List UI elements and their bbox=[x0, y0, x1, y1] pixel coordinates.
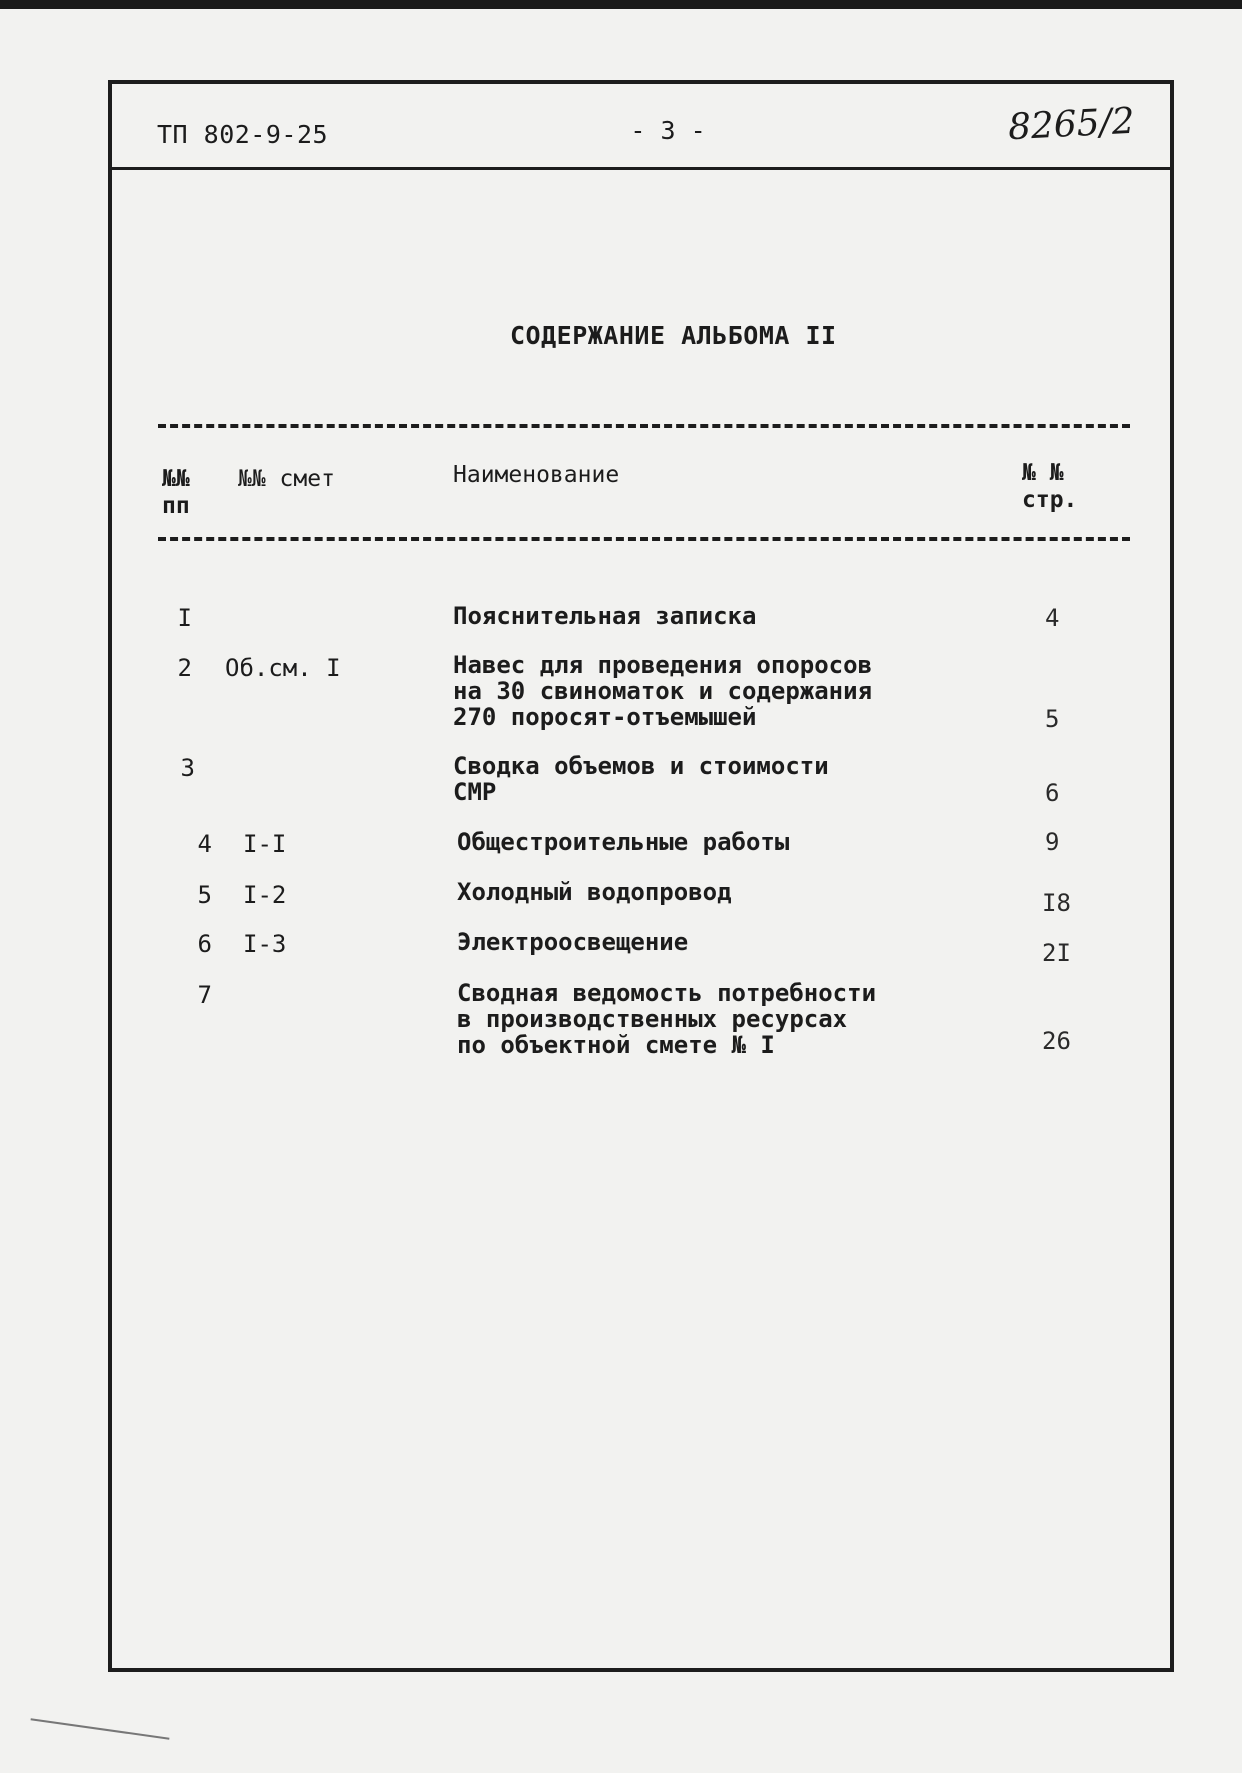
table-top-divider bbox=[158, 424, 1130, 428]
column-header-page: № № стр. bbox=[1022, 460, 1078, 513]
row-estimate: Об.см. I bbox=[225, 654, 341, 682]
column-header-number: №№ пп bbox=[162, 466, 190, 519]
row-number: 4 bbox=[197, 830, 212, 858]
row-page: I8 bbox=[1042, 889, 1071, 917]
page-number: - 3 - bbox=[630, 116, 706, 145]
scan-top-edge bbox=[0, 0, 1242, 9]
row-name: Навес для проведения опоросов на 30 свиноматок и содержания 270 поросят-отъемышей bbox=[453, 651, 873, 731]
row-number: I bbox=[177, 604, 192, 632]
row-name: Общестроительные работы bbox=[457, 828, 790, 856]
row-number: 2 bbox=[177, 654, 192, 682]
document-code: ТП 802-9-25 bbox=[157, 120, 329, 149]
column-header-name: Наименование bbox=[453, 462, 620, 488]
row-name: Сводка объемов и стоимости СМР bbox=[453, 752, 829, 806]
row-number: 3 bbox=[180, 754, 195, 782]
row-page: 5 bbox=[1045, 705, 1060, 733]
column-header-estimate: №№ смет bbox=[238, 466, 335, 492]
row-estimate: I-2 bbox=[243, 881, 287, 909]
row-name: Электроосвещение bbox=[457, 928, 689, 956]
row-page: 6 bbox=[1045, 779, 1060, 807]
row-page: 26 bbox=[1042, 1027, 1071, 1055]
row-name: Пояснительная записка bbox=[453, 602, 757, 630]
row-page: 9 bbox=[1045, 828, 1060, 856]
row-page: 2I bbox=[1042, 939, 1071, 967]
table-header-divider bbox=[158, 537, 1130, 541]
row-number: 6 bbox=[197, 930, 212, 958]
row-number: 7 bbox=[197, 981, 212, 1009]
row-estimate: I-3 bbox=[243, 930, 287, 958]
header-divider bbox=[108, 167, 1174, 170]
row-number: 5 bbox=[197, 881, 212, 909]
archive-number: 8265/2 bbox=[1007, 100, 1136, 149]
document-frame bbox=[108, 80, 1174, 1672]
row-name: Сводная ведомость потребности в производственных ресурсах по объектной смете № I bbox=[457, 979, 877, 1059]
row-name: Холодный водопровод bbox=[457, 878, 732, 906]
page-title: СОДЕРЖАНИЕ АЛЬБОМА II bbox=[510, 321, 837, 350]
row-page: 4 bbox=[1045, 604, 1060, 632]
row-estimate: I-I bbox=[243, 830, 287, 858]
scan-margin-mark bbox=[31, 1718, 170, 1739]
